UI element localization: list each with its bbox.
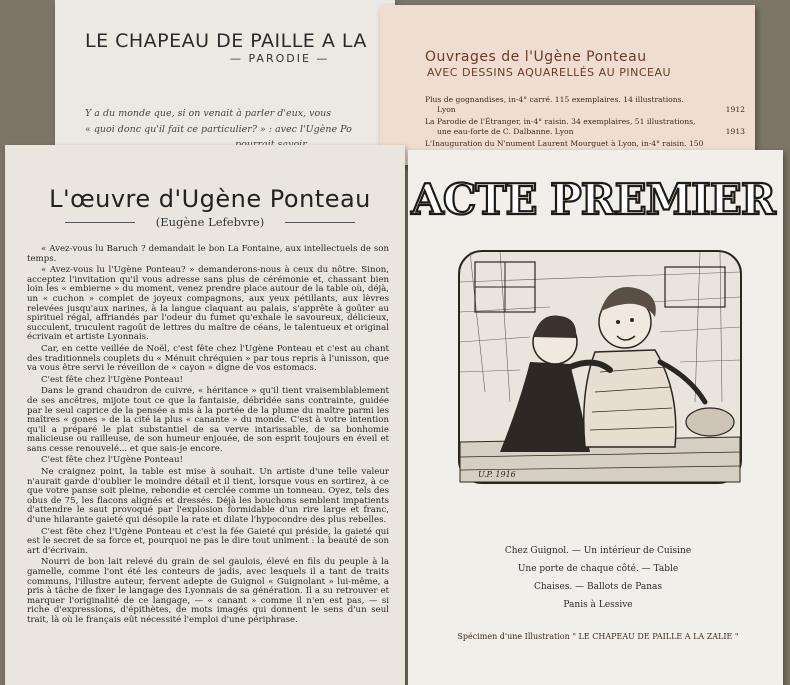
oeuvre-paragraph: C'est fête chez l'Ugène Ponteau et c'est la fée Gaieté qui préside, la gaieté qui est le secret de sa force et, pourquoi ne pas le dire tout uniment : la beauté de son art d'écrivain. <box>27 526 389 556</box>
ouvrages-item-text: L'Inauguration du N'nument Laurent Mourguet à Lyon, in-4° raisin. 150 <box>425 139 704 149</box>
ouvrages-item <box>425 117 745 136</box>
oeuvre-paragraph: Ne craignez point, la table est mise à souhait. Un artiste d'une telle valeur n'aurait garde d'oublier le moindre détail et il tient, lorsque vous en sortirez, à ce que votre panse soit pleine, rebondie et cerclée comme un tonneau. Oyez, tels des obus de 75, les flacons alignés et dressés. Déjà les bouchons semblent impatients d'attendre le saut provoqué par l'explosion formidable d'un rire large et franc, d'une hilarante gaieté qui désopile la rate et dilate l'hypocondre des plus rebelles. <box>27 467 389 526</box>
ouvrages-item-place: Lyon <box>437 104 456 114</box>
caption-line: Une porte de chaque côté. — Table <box>517 564 679 574</box>
oeuvre-paragraph: Car, en cette veillée de Noël, c'est fête chez l'Ugène Ponteau et c'est au chant des traditionnels couplets du « Ménuit chréquien » par tous repris à l'unisson, que va vous être servi le réveillon de « cayon » digne de vos estomacs. <box>27 343 389 374</box>
parodie-line: « quoi donc qu'il fait ce particulier? » : avec l'Ugène Po <box>85 124 352 135</box>
oeuvre-paragraph: Dans le grand chaudron de cuivre, « héritance » qu'il tient vraisemblablement de ses ancêtres, mijote tout ce que la fantaisie, débridée sans contrainte, guidée par le seul caprice de la pensée a mis à la portée de la plume du maître parmi les maîtres « gones » de la cité la plus « canante » du monde. C'est à votre intention qu'il a préparé le plat substantiel de sa verve intarissable, de sa bonhomie malicieuse ou railleuse, de son humeur enjouée, de son esprit toujours en éveil et sans cesse renouvelé... et que sais-je encore. <box>27 386 389 454</box>
banner-text: ACTE PREMIER <box>411 175 775 224</box>
illustration-image <box>458 250 742 484</box>
oeuvre-paragraph: « Avez-vous lu l'Ugène Ponteau? » demanderons-nous à ceux du nôtre. Sinon, acceptez l'invitation qu'il vous adresse sans plus de cérémonie et, chassant bien loin les « embierne » du moment, venez prendre place autour de la table où, déjà, un « cuchon » complet de joyeux compagnons, aux yeux pétillants, aux lèvres relevées jusqu'aux narines, à la langue claquant au palais, s'apprête à goûter au spirituel régal, affriandés par l'odeur du fumet qu'exhale le savoureux, délicieux, succulent, truculent ragoût de lettres du maître de céans, le talentueux et original écrivain et artiste Lyonnais. <box>27 265 389 343</box>
oeuvre-paragraph: Nourri de bon lait relevé du grain de sel gaulois, élevé en fils du peuple à la gamelle, comme l'ont été les conteurs de jadis, avec lesquels il a tant de traits communs, l'illustre auteur, fervent adepte de Guignol « Guignolant » lui-même, a pris à tâche de fixer le langage des Lyonnais de sa génération. Il a su retrouver et marquer l'originalité de ce langage, — « canant » comme il n'en est pas, — si riche d'expressions, d'épithètes, de mots imagés qui donnent le sens d'un seul trait, là où le français eût nécessité l'emploi d'une périphrase. <box>27 557 389 625</box>
ouvrages-item-year: 1912 <box>725 104 745 114</box>
oeuvre-paragraph: C'est fête chez l'Ugène Ponteau! <box>41 374 183 385</box>
parodie-subtitle: — PARODIE — <box>230 52 330 65</box>
ouvrages-title <box>425 49 745 81</box>
illustration-signature: U.P. 1916 <box>478 470 516 479</box>
ouvrages-title-line: Ouvrages de l'Ugène Ponteau <box>425 49 647 65</box>
caption-line: Chaises. — Ballots de Panas <box>533 582 663 592</box>
ouvrages-sheet <box>380 5 755 165</box>
oeuvre-paragraph: C'est fête chez l'Ugène Ponteau! <box>41 455 183 466</box>
caption-line: Chez Guignol. — Un intérieur de Cuisine <box>504 546 692 556</box>
oeuvre-subtitle: (Eugène Lefebvre) <box>65 215 355 229</box>
illustration-caption <box>428 542 768 614</box>
oeuvre-body <box>27 245 389 628</box>
parodie-title: LE CHAPEAU DE PAILLE A LA <box>85 30 367 52</box>
oeuvre-paragraph: « Avez-vous lu Baruch ? demandait le bon La Fontaine, aux intellectuels de son temps. <box>27 244 389 264</box>
ouvrages-item <box>425 95 745 114</box>
ouvrages-item-text: La Parodie de l'Étranger, in-4° raisin. 34 exemplaires, 51 illustrations, <box>425 117 696 127</box>
ouvrages-item-place: une eau-forte de C. Dalbanne. Lyon <box>437 126 574 136</box>
caption-line: Panis à Lessive <box>563 600 633 610</box>
oeuvre-sheet <box>5 145 405 685</box>
oeuvre-title: L'œuvre d'Ugène Ponteau <box>49 185 371 213</box>
acte-premier-banner <box>411 174 775 224</box>
specimen-caption: Spécimen d'une Illustration " LE CHAPEAU DE PAILLE A LA ZALIE " <box>457 632 739 641</box>
ouvrages-item-year: 1913 <box>725 126 745 136</box>
ouvrages-item-text: Plus de gognandises, in-4° carré. 115 exemplaires. 14 illustrations. <box>425 95 684 104</box>
illustration-sheet <box>408 150 783 685</box>
parodie-line: Y a du monde que, si on venait à parler d'eux, vous <box>85 108 332 119</box>
ouvrages-title-line: AVEC DESSINS AQUARELLÉS AU PINCEAU <box>427 66 672 79</box>
parodie-sheet <box>55 0 395 160</box>
guignol-kitchen-drawing <box>460 252 740 482</box>
